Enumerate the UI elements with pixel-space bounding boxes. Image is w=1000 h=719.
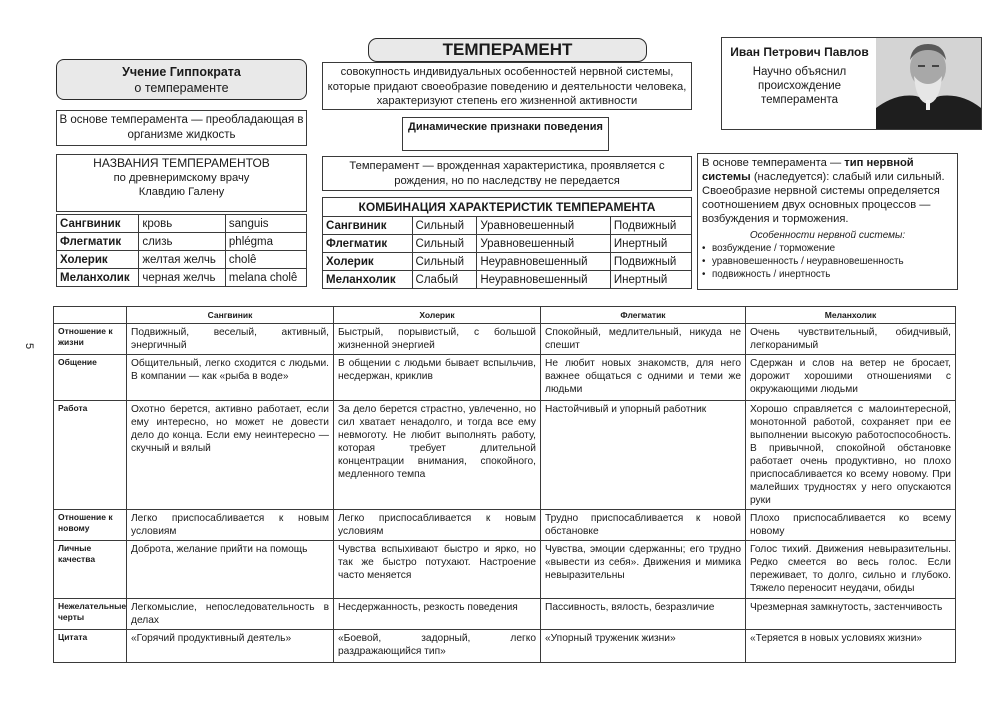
table-row — [57, 269, 307, 287]
mobility-cell: Инертный — [610, 271, 691, 289]
table-cell: Быстрый, порывистый, с большой жизненной энергией — [334, 324, 541, 355]
table-row — [54, 401, 956, 510]
hippocrates-basis: В основе темперамента — преобладающая в организме жидкость — [56, 110, 307, 146]
row-label: Отношение к жизни — [54, 324, 127, 355]
fluid-cell: слизь — [139, 233, 226, 251]
innate-note: Темперамент — врожденная характеристика, проявляется с рождения, но по наследству не передается — [322, 156, 692, 191]
table-row — [54, 355, 956, 401]
hippocrates-title — [56, 59, 307, 100]
table-row — [54, 630, 956, 663]
temperament-comparison-table — [53, 306, 956, 663]
hippocrates-title-rest: о темпераменте — [134, 81, 229, 95]
table-cell: Подвижный, веселый, активный, энергичный — [127, 324, 334, 355]
header-cell: Флегматик — [541, 307, 746, 324]
pavlov-desc: Научно объяснил происхождение темперамента — [752, 66, 847, 106]
table-cell: Несдержанность, резкость поведения — [334, 599, 541, 630]
row-label: Нежелательные черты — [54, 599, 127, 630]
page-number: 5 — [23, 342, 36, 350]
table-row — [323, 217, 692, 235]
fluid-cell: черная желчь — [139, 269, 226, 287]
table-cell: Чувства вспыхивают быстро и ярко, но так же быстро потухают. Настроение часто меняется — [334, 541, 541, 599]
strength-cell: Сильный — [412, 217, 477, 235]
table-cell: Чрезмерная замкнутость, застенчивость — [746, 599, 956, 630]
table-cell: Общительный, легко сходится с людьми. В компании — как «рыба в воде» — [127, 355, 334, 401]
table-row — [54, 541, 956, 599]
nervous-system-note — [697, 153, 958, 290]
table-cell: Легко приспосабливается к новым условиям — [127, 510, 334, 541]
type-cell: Сангвиник — [57, 215, 139, 233]
strength-cell: Сильный — [412, 253, 477, 271]
table-row — [54, 599, 956, 630]
table-row — [57, 215, 307, 233]
table-cell: За дело берется страстно, увлеченно, но сил хватает ненадолго, и тогда все ему невмоготу. Не любит выполнять работу, которая требует длительной концентрации внимания, спокойного, медленного темпа — [334, 401, 541, 510]
combination-title: КОМБИНАЦИЯ ХАРАКТЕРИСТИК ТЕМПЕРАМЕНТА — [323, 198, 692, 217]
type-cell: Флегматик — [323, 235, 413, 253]
strength-cell: Сильный — [412, 235, 477, 253]
table-cell: Не любит новых знакомств, для него важнее общаться с одними и теми же людьми — [541, 355, 746, 401]
table-row — [57, 251, 307, 269]
page-title: ТЕМПЕРАМЕНТ — [368, 38, 647, 62]
type-cell: Холерик — [57, 251, 139, 269]
type-cell: Сангвиник — [323, 217, 413, 235]
row-label: Отношение к новому — [54, 510, 127, 541]
type-cell: Меланхолик — [323, 271, 413, 289]
galen-caps: НАЗВАНИЯ ТЕМПЕРАМЕНТОВ — [93, 156, 270, 170]
table-cell: Настойчивый и упорный работник — [541, 401, 746, 510]
hippocrates-title-bold: Учение Гиппократа — [122, 65, 241, 79]
pavlov-card — [721, 37, 982, 130]
dynamic-signs: Динамические признаки поведения — [402, 117, 609, 151]
header-cell — [54, 307, 127, 324]
galen-line2: по древнеримскому врачу — [113, 172, 250, 184]
nervous-subheading: Особенности нервной системы: — [749, 230, 906, 241]
table-row — [54, 510, 956, 541]
table-cell: Очень чувствительный, обидчивый, легкоранимый — [746, 324, 956, 355]
table-cell: Легко приспосабливается к новым условиям — [334, 510, 541, 541]
table-header-row — [54, 307, 956, 324]
nervous-list — [702, 242, 953, 281]
row-label: Общение — [54, 355, 127, 401]
pavlov-name: Иван Петрович Павлов — [730, 45, 869, 59]
latin-cell: sanguis — [225, 215, 306, 233]
table-cell: Голос тихий. Движения невыразительны. Редко смеется во весь голос. Если переживает, то долго, сильно и глубоко. Тяжело переносит неудачи, обиды — [746, 541, 956, 599]
fluid-cell: кровь — [139, 215, 226, 233]
table-row — [323, 253, 692, 271]
balance-cell: Неуравновешенный — [477, 253, 611, 271]
text: В основе темперамента — — [702, 157, 845, 169]
type-cell: Холерик — [323, 253, 413, 271]
latin-cell: phlégma — [225, 233, 306, 251]
table-cell: Охотно берется, активно работает, если ему интересно, но может не довести дело до конца. Если ему неинтересно — скучный и вялый — [127, 401, 334, 510]
pavlov-text — [722, 38, 877, 129]
table-cell: «Упорный труженик жизни» — [541, 630, 746, 663]
row-label: Цитата — [54, 630, 127, 663]
type-cell: Меланхолик — [57, 269, 139, 287]
galen-names-heading — [56, 154, 307, 212]
text: (наследуется): слабый или сильный. — [750, 171, 945, 183]
table-row — [323, 235, 692, 253]
nervous-para1 — [702, 156, 953, 184]
table-cell: Трудно приспосабливается к новой обстановке — [541, 510, 746, 541]
balance-cell: Уравновешенный — [477, 217, 611, 235]
table-cell: Хорошо справляется с малоинтересной, монотонной работой, сохраняет при ее выполнении высокую работоспособность. В привычной, спокойной обстановке работает очень продуктивно, но плохо приспосабливается ко всему новому. При малейших трудностях у него опускаются руки — [746, 401, 956, 510]
list-item: • возбуждение / торможение — [702, 242, 953, 255]
list-item: • уравновешенность / неуравновешенность — [702, 255, 953, 268]
header-cell: Холерик — [334, 307, 541, 324]
table-row — [54, 324, 956, 355]
combination-table — [322, 197, 692, 289]
list-item: • подвижность / инертность — [702, 268, 953, 281]
table-cell: «Боевой, задорный, легко раздражающийся тип» — [334, 630, 541, 663]
table-cell: Плохо приспосабливается ко всему новому — [746, 510, 956, 541]
galen-line3: Клавдию Галену — [138, 186, 225, 198]
table-cell: «Теряется в новых условиях жизни» — [746, 630, 956, 663]
portrait-icon — [876, 38, 981, 129]
header-cell: Сангвиник — [127, 307, 334, 324]
temperament-definition: совокупность индивидуальных особенностей нервной системы, которые придают своеобразие поведению и деятельности человека, характеризуют степень его жизненной активности — [322, 62, 692, 110]
table-cell: В общении с людьми бывает вспыльчив, несдержан, криклив — [334, 355, 541, 401]
mobility-cell: Подвижный — [610, 217, 691, 235]
fluid-cell: желтая желчь — [139, 251, 226, 269]
mobility-cell: Подвижный — [610, 253, 691, 271]
table-cell: «Горячий продуктивный деятель» — [127, 630, 334, 663]
header-cell: Меланхолик — [746, 307, 956, 324]
portrait-photo — [876, 38, 981, 129]
balance-cell: Уравновешенный — [477, 235, 611, 253]
table-cell: Пассивность, вялость, безразличие — [541, 599, 746, 630]
table-cell: Спокойный, медлительный, никуда не спешит — [541, 324, 746, 355]
table-cell: Чувства, эмоции сдержанны; его трудно «вывести из себя». Движения и мимика невыразительны — [541, 541, 746, 599]
latin-cell: melana cholê — [225, 269, 306, 287]
nervous-para2: Своеобразие нервной системы определяется соотношением двух основных процессов — возбуждения и торможения. — [702, 185, 940, 225]
text-bold: тип нервной системы — [702, 157, 914, 183]
type-cell: Флегматик — [57, 233, 139, 251]
row-label: Работа — [54, 401, 127, 510]
table-row — [57, 233, 307, 251]
row-label: Личные качества — [54, 541, 127, 599]
temperament-names-table — [56, 214, 307, 287]
mobility-cell: Инертный — [610, 235, 691, 253]
table-row — [323, 271, 692, 289]
table-cell: Сдержан и слов на ветер не бросает, дорожит хорошими отношениями с окружающими людьми — [746, 355, 956, 401]
balance-cell: Неуравновешенный — [477, 271, 611, 289]
strength-cell: Слабый — [412, 271, 477, 289]
table-cell: Легкомыслие, непоследовательность в делах — [127, 599, 334, 630]
latin-cell: cholê — [225, 251, 306, 269]
table-cell: Доброта, желание прийти на помощь — [127, 541, 334, 599]
